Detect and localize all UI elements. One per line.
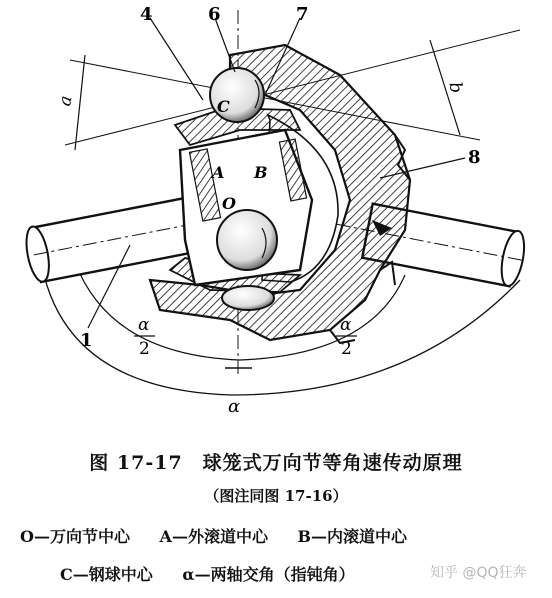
label-O: O (222, 194, 236, 213)
half-angle-left (134, 315, 155, 359)
callout-6: 6 (208, 4, 221, 25)
watermark: 知乎 @QQ狂奔 (430, 565, 527, 581)
dim-a: a (55, 94, 77, 108)
legend-item-A: A—外滚道中心 (159, 527, 268, 546)
callout-7: 7 (296, 4, 309, 25)
svg-text:2: 2 (341, 339, 352, 359)
figure-caption-title: 图 17-17 球笼式万向节等角速传动原理 (89, 452, 463, 474)
legend-row-2 (60, 562, 355, 585)
half-angle-right (336, 315, 357, 359)
label-A: A (212, 163, 225, 182)
legend-item-C: C—钢球中心 (60, 565, 153, 584)
legend-item-O: O—万向节中心 (20, 527, 130, 546)
callout-1: 1 (80, 330, 93, 351)
svg-text:α: α (138, 315, 150, 335)
figure-caption-subtitle: （图注同图 17-16） (204, 487, 348, 505)
legend-row-1 (20, 524, 407, 547)
dim-b: b (444, 80, 467, 95)
label-C: C (217, 97, 230, 116)
angle-alpha: α (228, 396, 241, 417)
steel-ball-middle (217, 210, 277, 270)
steel-ball-lower (222, 286, 274, 310)
callout-4: 4 (140, 4, 153, 25)
svg-text:α: α (340, 315, 352, 335)
legend-item-B: B—内滚道中心 (297, 527, 408, 546)
label-B: B (254, 163, 268, 182)
legend-item-alpha: α—两轴交角（指钝角） (182, 565, 355, 584)
callout-8: 8 (468, 147, 481, 168)
svg-text:2: 2 (139, 339, 150, 359)
